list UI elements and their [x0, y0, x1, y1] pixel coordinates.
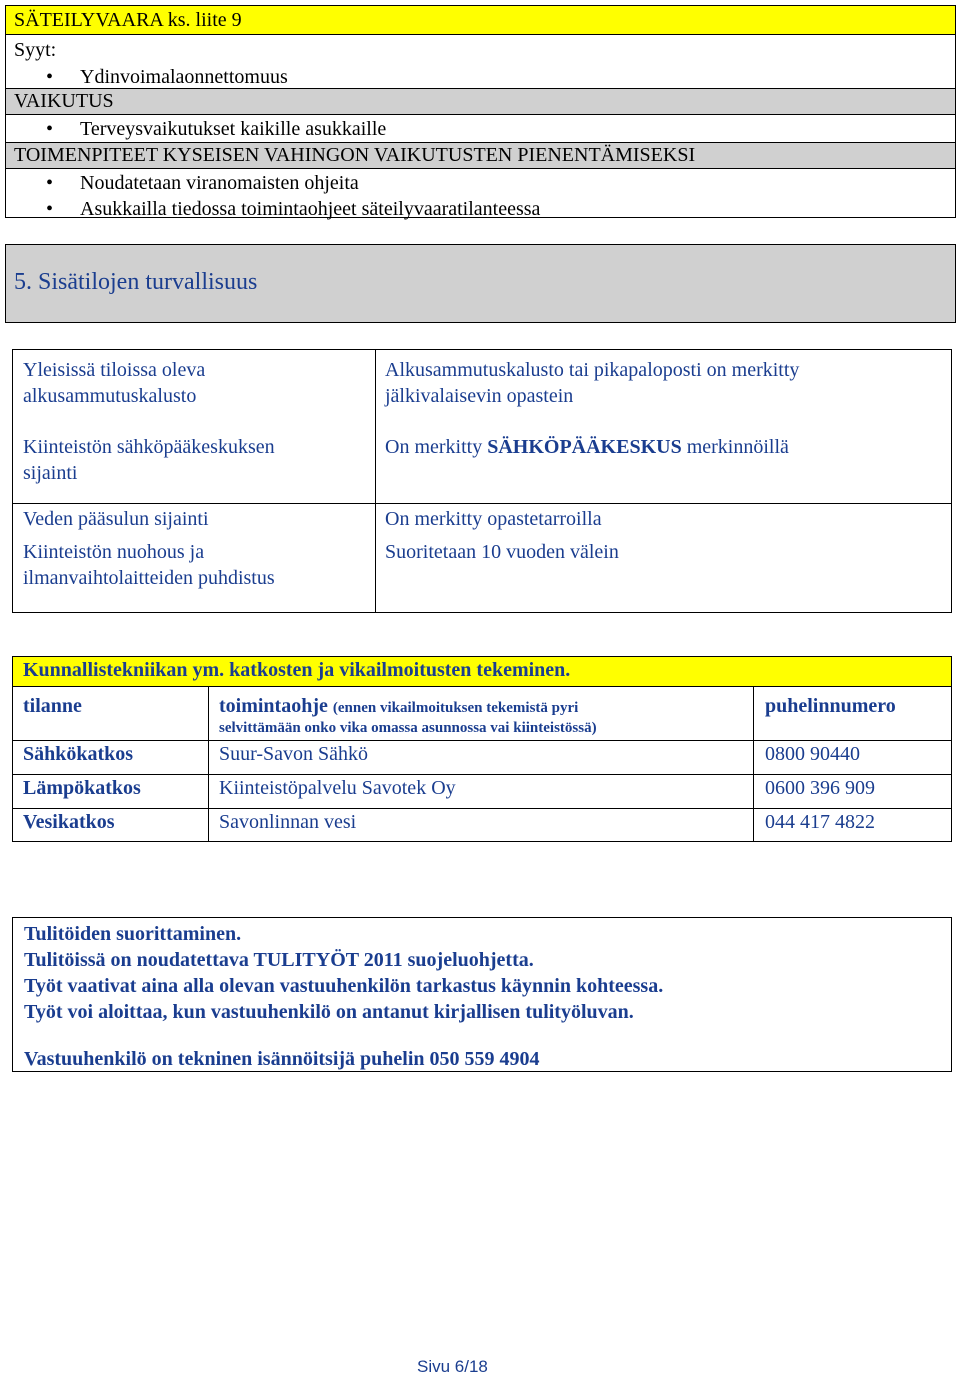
header-instruction-label: toimintaohje — [219, 695, 328, 717]
indoor-safety-table — [12, 349, 952, 613]
effects-heading: VAIKUTUS — [14, 90, 114, 112]
radiation-title: SÄTEILYVAARA ks. liite 9 — [14, 9, 242, 31]
hot-work-box — [12, 917, 952, 1072]
bullet-icon: • — [46, 118, 54, 140]
label-line: Kiinteistön nuohous ja — [23, 541, 205, 563]
column-divider — [208, 687, 209, 841]
table-row-value — [385, 357, 799, 409]
table-row-label — [23, 434, 275, 486]
row-divider — [13, 774, 951, 775]
hot-work-line: Työt voi aloittaa, kun vastuuhenkilö on antanut kirjallisen tulityöluvan. — [24, 1001, 634, 1023]
label-line: Yleisissä tiloissa oleva — [23, 359, 206, 381]
header-instruction — [219, 694, 578, 720]
radiation-box — [5, 5, 956, 218]
row-instruction: Savonlinnan vesi — [219, 811, 357, 833]
section-title: 5. Sisätilojen turvallisuus — [14, 269, 258, 295]
column-divider — [375, 350, 376, 612]
hot-work-line: Tulitöiden suorittaminen. — [24, 923, 242, 945]
label-line: Kiinteistön sähköpääkeskuksen — [23, 436, 275, 458]
table-row-value — [385, 539, 619, 565]
table-row-value — [385, 506, 602, 532]
table-row-label — [23, 539, 275, 591]
bullet-icon: • — [46, 172, 54, 194]
value-emphasis: SÄHKÖPÄÄKESKUS — [487, 436, 682, 458]
row-divider — [13, 740, 951, 741]
value-line: jälkivalaisevin opastein — [385, 385, 574, 407]
hot-work-contact: Vastuuhenkilö on tekninen isännöitsijä puhelin 050 559 4904 — [24, 1048, 540, 1070]
row-situation: Sähkökatkos — [23, 743, 134, 765]
hot-work-line: Työt vaativat aina alla olevan vastuuhenkilön tarkastus käynnin kohteessa. — [24, 975, 664, 997]
label-line: ilmanvaihtolaitteiden puhdistus — [23, 567, 275, 589]
header-instruction-note: selvittämään onko vika omassa asunnossa vai kiinteistössä) — [219, 720, 597, 736]
value-line: Suoritetaan 10 vuoden välein — [385, 541, 619, 563]
header-situation: tilanne — [23, 695, 82, 717]
causes-heading: Syyt: — [14, 39, 57, 61]
cause-item: Ydinvoimalaonnettomuus — [80, 66, 288, 88]
value-line: On merkitty opastetarroilla — [385, 508, 602, 530]
row-phone: 0800 90440 — [765, 743, 860, 765]
row-divider — [13, 808, 951, 809]
effects-bar — [6, 88, 955, 115]
label-line: alkusammutuskalusto — [23, 385, 197, 407]
row-instruction: Suur-Savon Sähkö — [219, 743, 369, 765]
row-situation: Lämpökatkos — [23, 777, 141, 799]
column-divider — [753, 687, 754, 841]
bullet-icon: • — [46, 66, 54, 88]
faults-title: Kunnallistekniikan ym. katkosten ja vikailmoitusten tekeminen. — [23, 659, 571, 681]
row-instruction: Kiinteistöpalvelu Savotek Oy — [219, 777, 456, 799]
label-line: sijainti — [23, 462, 78, 484]
row-situation: Vesikatkos — [23, 811, 115, 833]
action-item: Noudatetaan viranomaisten ohjeita — [80, 172, 359, 194]
section-heading-box — [5, 244, 956, 323]
hot-work-line: Tulitöissä on noudatettava TULITYÖT 2011 suojeluohjetta. — [24, 949, 534, 971]
header-instruction-note: (ennen vikailmoituksen tekemistä pyri — [332, 700, 579, 716]
row-phone: 044 417 4822 — [765, 811, 875, 833]
table-row-label — [23, 506, 209, 532]
header-phone: puhelinnumero — [765, 695, 896, 717]
table-row-label — [23, 357, 205, 409]
faults-table — [12, 656, 952, 842]
table-row-value — [385, 434, 789, 460]
effect-item: Terveysvaikutukset kaikille asukkaille — [80, 118, 387, 140]
page-number: Sivu 6/18 — [417, 1357, 488, 1376]
row-phone: 0600 396 909 — [765, 777, 875, 799]
action-item: Asukkailla tiedossa toimintaohjeet säteilyvaaratilanteessa — [80, 198, 541, 220]
actions-heading: TOIMENPITEET KYSEISEN VAHINGON VAIKUTUSTEN PIENENTÄMISEKSI — [14, 144, 696, 166]
value-text: On merkitty — [385, 436, 488, 458]
bullet-icon: • — [46, 198, 54, 220]
row-divider — [13, 503, 951, 504]
value-line: Alkusammutuskalusto tai pikapaloposti on merkitty — [385, 359, 800, 381]
label-line: Veden pääsulun sijainti — [23, 508, 209, 530]
value-text: merkinnöillä — [681, 436, 789, 458]
